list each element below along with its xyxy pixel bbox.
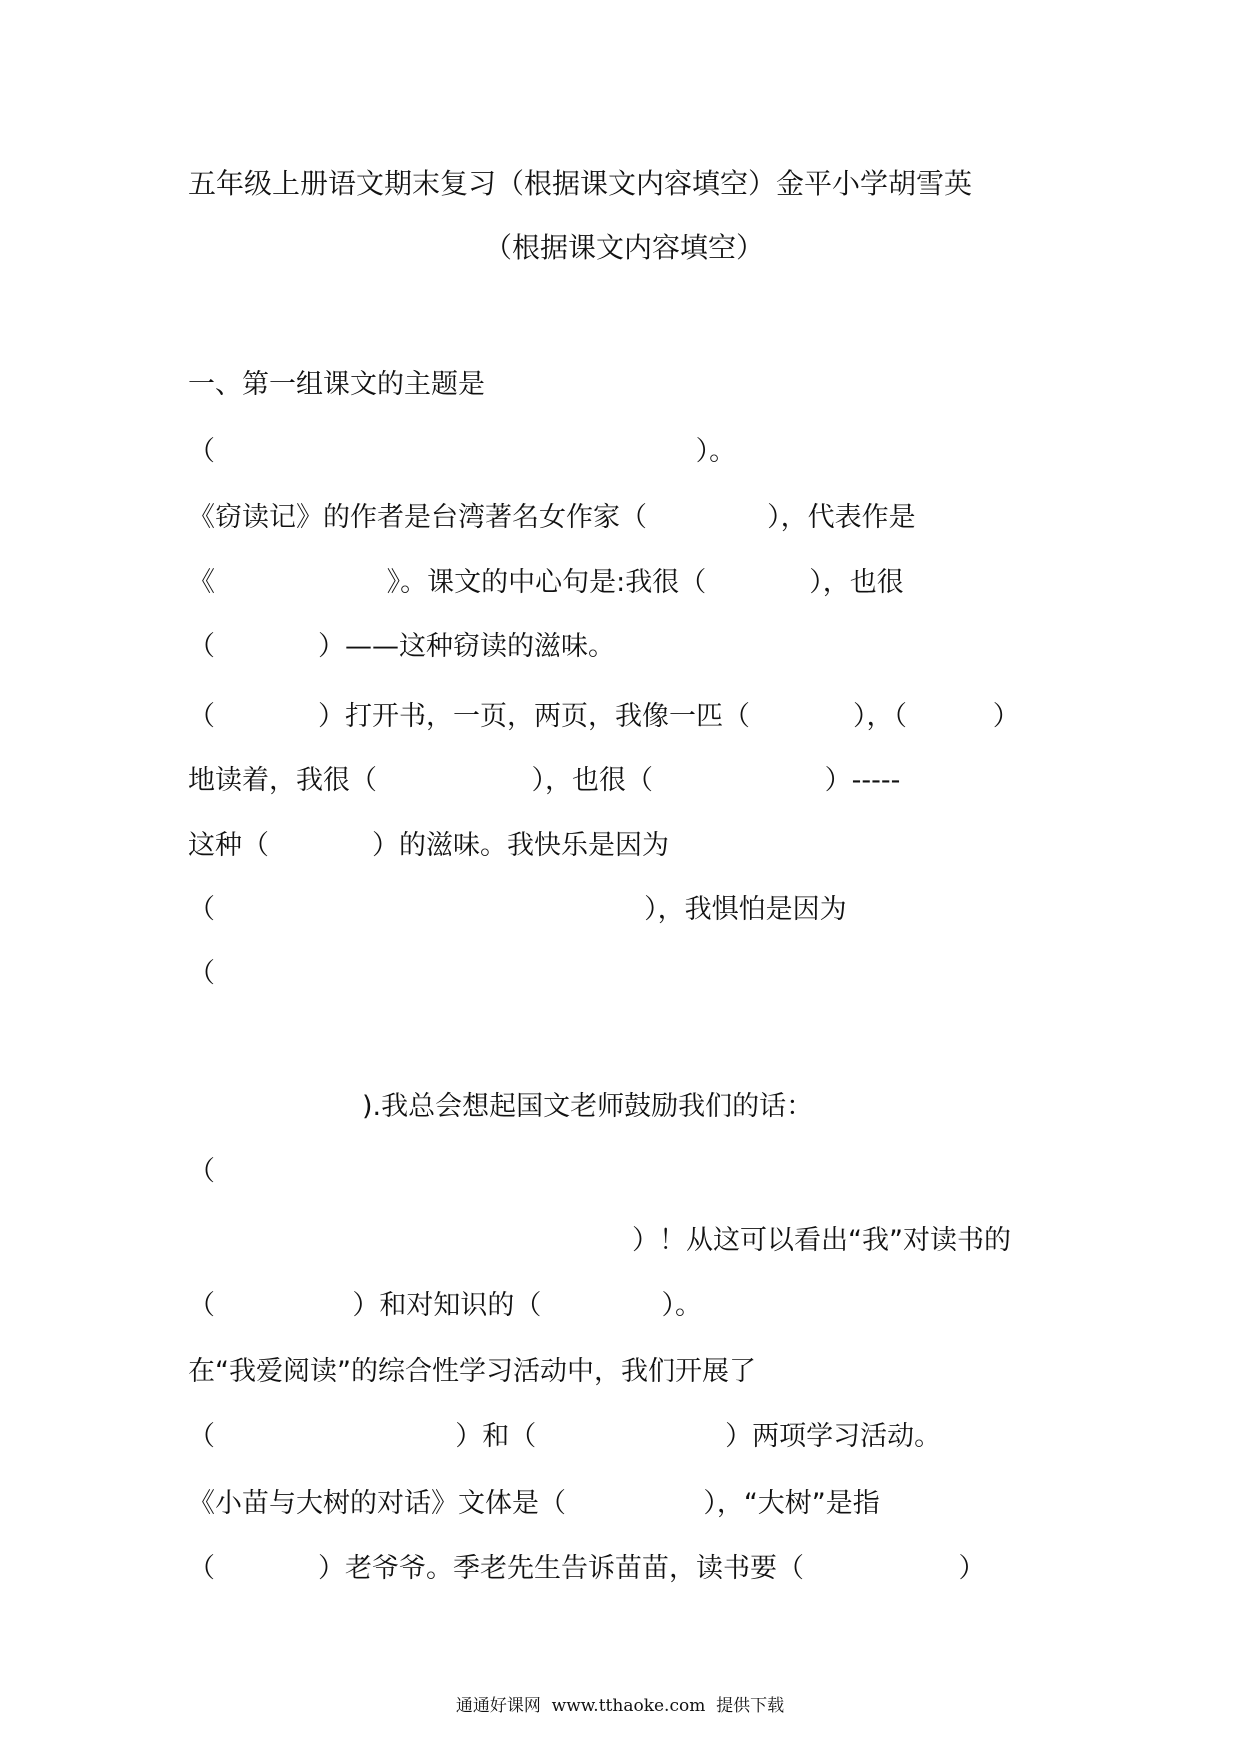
text-line-7: 这种（ ）的滋味。我快乐是因为 bbox=[188, 830, 669, 861]
text-line-17: （ ）老爷爷。季老先生告诉苗苗，读书要（ ） bbox=[188, 1553, 986, 1584]
text-line-10: ).我总会想起国文老师鼓励我们的话： bbox=[362, 1091, 814, 1122]
document-title: 五年级上册语文期末复习（根据课文内容填空）金平小学胡雪英 bbox=[188, 167, 973, 200]
text-line-15: （ ）和（ ）两项学习活动。 bbox=[188, 1421, 942, 1452]
text-line-13: （ ）和对知识的（ ）。 bbox=[188, 1290, 702, 1321]
text-line-2: 《窃读记》的作者是台湾著名女作家（ ），代表作是 bbox=[188, 502, 916, 533]
text-line-11: （ bbox=[188, 1156, 215, 1187]
text-line-8: （ ），我惧怕是因为 bbox=[188, 894, 847, 925]
text-line-1: （ ）。 bbox=[188, 436, 737, 467]
page-footer: 通通好课网 www.tthaoke.com 提供下载 bbox=[455, 1696, 785, 1716]
document-subtitle: （根据课文内容填空） bbox=[484, 231, 765, 264]
section-heading: 一、第一组课文的主题是 bbox=[188, 369, 485, 400]
text-line-5: （ ）打开书，一页，两页，我像一匹（ ），（ ） bbox=[188, 701, 1020, 732]
text-line-16: 《小苗与大树的对话》文体是（ ），“大树”是指 bbox=[188, 1488, 880, 1519]
text-line-3: 《 》。课文的中心句是:我很（ ），也很 bbox=[188, 567, 904, 598]
text-line-9: （ bbox=[188, 958, 215, 989]
text-line-4: （ ）——这种窃读的滋味。 bbox=[188, 631, 615, 662]
text-line-6: 地读着，我很（ ），也很（ ）----- bbox=[188, 765, 901, 796]
text-line-14: 在“我爱阅读”的综合性学习活动中，我们开展了 bbox=[188, 1356, 756, 1387]
text-line-12: ）！从这可以看出“我”对读书的 bbox=[632, 1225, 1011, 1256]
